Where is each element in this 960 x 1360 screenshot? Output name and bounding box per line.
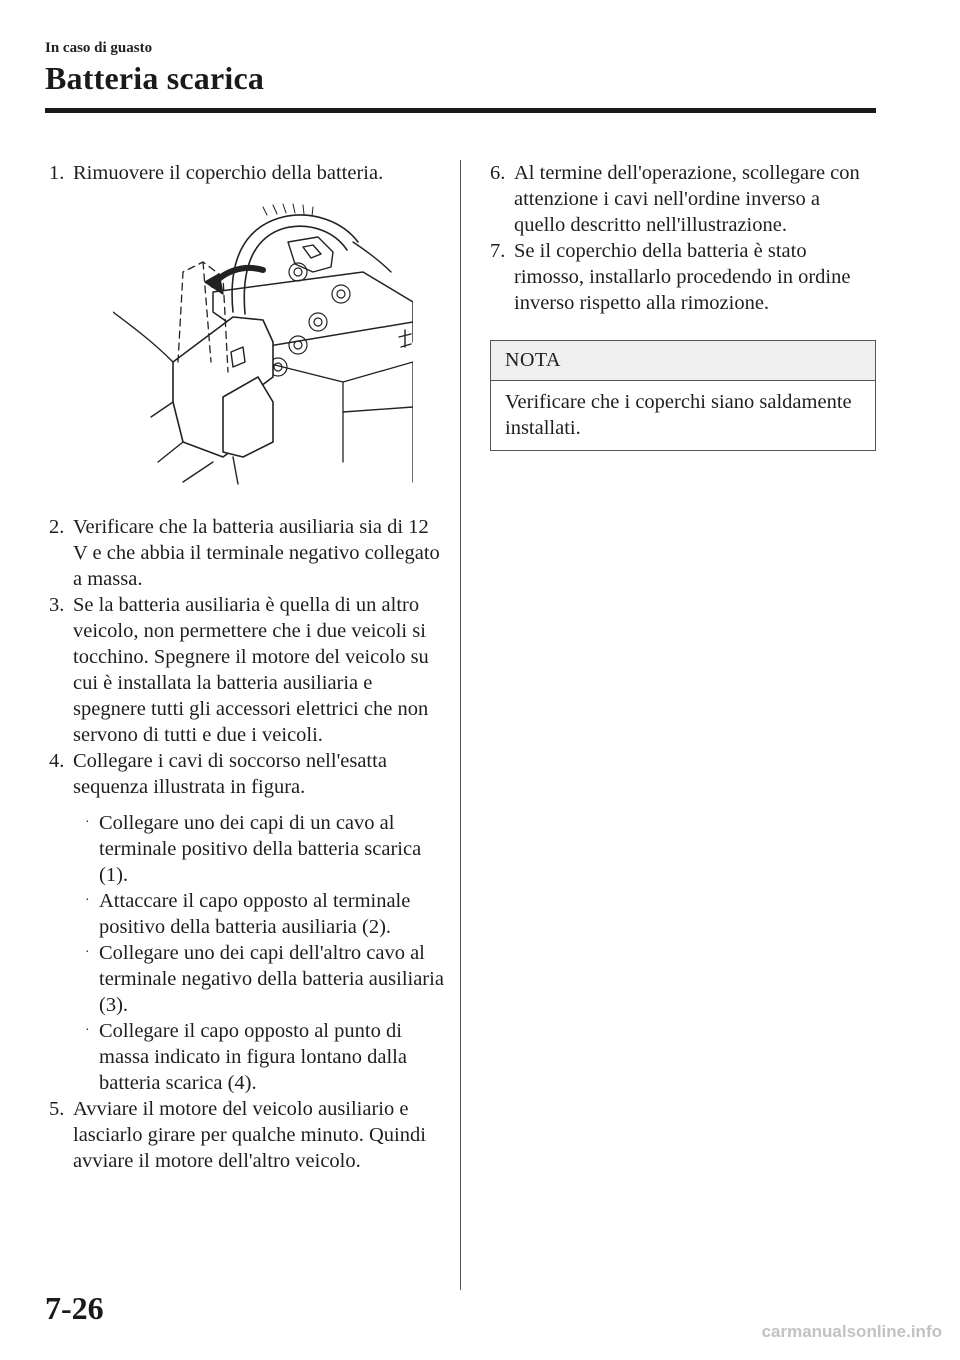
list-item-text: Collegare il capo opposto al punto di massa indicato in figura lontano dalla batteria scarica (4). (99, 1020, 407, 1094)
step-text: Collegare i cavi di soccorso nell'esatta sequenza illustrata in figura. (73, 750, 387, 798)
section-label: In caso di guasto (45, 40, 153, 56)
bullet-icon: · (85, 815, 90, 830)
step-number: 3. (49, 594, 65, 616)
step-text: Se la batteria ausiliaria è quella di un altro veicolo, non permettere che i due veicoli si tocchino. Spegnere il motore del veicolo su cui è installata la batteria ausiliaria e spegnere tutti gli accessori elettrici che non servono di tutti e due i veicoli. (73, 594, 429, 746)
step-text: Rimuovere il coperchio della batteria. (73, 162, 384, 184)
step-text: Al termine dell'operazione, scollegare con attenzione i cavi nell'ordine inverso a quello descritto nell'illustrazione. (514, 162, 860, 236)
step-number: 7. (490, 240, 506, 262)
watermark: carmanualsonline.info (761, 1322, 942, 1341)
battery-illustration-icon (113, 202, 413, 492)
bullet-icon: · (85, 893, 90, 908)
bullet-icon: · (85, 1023, 90, 1038)
step-7 (490, 238, 876, 316)
list-item-text: Collegare uno dei capi dell'altro cavo al terminale negativo della batteria ausiliaria (3). (99, 942, 444, 1016)
list-item (85, 1018, 444, 1096)
step-2 (49, 514, 444, 592)
list-item (85, 810, 444, 888)
step-text: Verificare che la batteria ausiliaria sia di 12 V e che abbia il terminale negativo collegato a massa. (73, 516, 440, 590)
step-number: 4. (49, 750, 65, 772)
step-1 (49, 160, 444, 186)
connection-sequence-list (85, 810, 444, 1096)
step-4 (49, 748, 444, 800)
nota-body: Verificare che i coperchi siano saldamente installati. (505, 391, 852, 439)
step-3 (49, 592, 444, 748)
list-item-text: Attaccare il capo opposto al terminale positivo della batteria ausiliaria (2). (99, 890, 411, 938)
step-6 (490, 160, 876, 238)
step-number: 6. (490, 162, 506, 184)
page-number: 7-26 (45, 1290, 104, 1326)
step-5 (49, 1096, 444, 1174)
step-text: Se il coperchio della batteria è stato rimosso, installarlo procedendo in ordine inverso rispetto alla rimozione. (514, 240, 851, 314)
step-number: 1. (49, 162, 65, 184)
bullet-icon: · (85, 945, 90, 960)
step-number: 2. (49, 516, 65, 538)
nota-title: NOTA (491, 341, 875, 381)
column-divider (460, 160, 461, 1290)
page-title: Batteria scarica (45, 60, 265, 96)
left-column (49, 160, 444, 1174)
right-column (490, 160, 876, 451)
battery-cover-illustration (49, 186, 444, 514)
nota-box (490, 340, 876, 451)
list-item (85, 940, 444, 1018)
step-text: Avviare il motore del veicolo ausiliario e lasciarlo girare per qualche minuto. Quindi avviare il motore dell'altro veicolo. (73, 1098, 426, 1172)
list-item (85, 888, 444, 940)
header-rule (45, 108, 876, 113)
step-number: 5. (49, 1098, 65, 1120)
list-item-text: Collegare uno dei capi di un cavo al terminale positivo della batteria scarica (1). (99, 812, 422, 886)
